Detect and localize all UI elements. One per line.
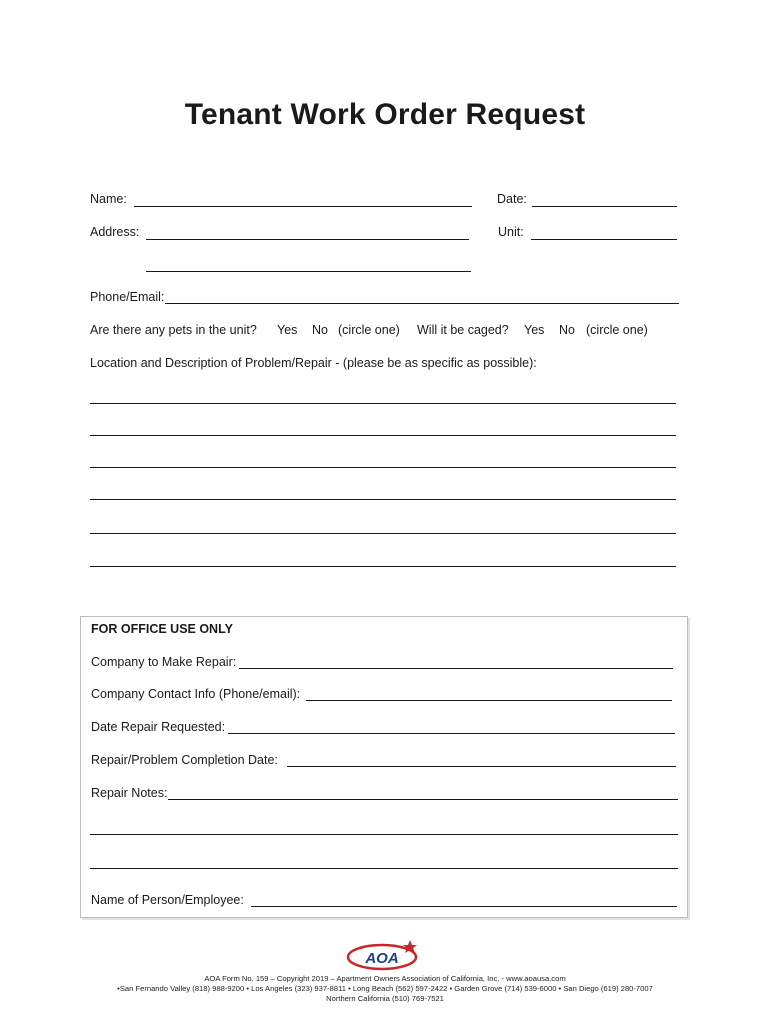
date-requested-field[interactable]: [228, 733, 675, 734]
page-title: Tenant Work Order Request: [184, 98, 586, 131]
completion-label: Repair/Problem Completion Date:: [91, 753, 278, 767]
company-field[interactable]: [239, 668, 673, 669]
name-field[interactable]: [134, 206, 472, 207]
name-label: Name:: [90, 192, 127, 206]
description-line[interactable]: [90, 435, 676, 436]
contact-field[interactable]: [306, 700, 672, 701]
description-label: Location and Description of Problem/Repair - (please be as specific as possible):: [90, 356, 537, 370]
pets-yes-option[interactable]: Yes: [277, 323, 298, 337]
aoa-logo: [344, 938, 426, 972]
date-field[interactable]: [532, 206, 677, 207]
date-label: Date:: [497, 192, 527, 206]
notes-label: Repair Notes:: [91, 786, 168, 800]
notes-line[interactable]: [90, 834, 678, 835]
description-line[interactable]: [90, 533, 676, 534]
phone-email-label: Phone/Email:: [90, 290, 165, 304]
footer-offices: •San Fernando Valley (818) 988-9200 • Los Angeles (323) 937-8811 • Long Beach (562) 597-2422 • Garden Grove (714) 539-6000 • San Diego (619) 280-7007: [117, 984, 653, 993]
pets-no-option[interactable]: No: [312, 323, 328, 337]
notes-field[interactable]: [168, 799, 678, 800]
contact-label: Company Contact Info (Phone/email):: [91, 687, 301, 701]
description-line[interactable]: [90, 566, 676, 567]
footer-copyright: AOA Form No. 159 – Copyright 2019 – Apartment Owners Association of California, Inc. - www.aoausa.com: [204, 974, 566, 983]
unit-field[interactable]: [531, 239, 677, 240]
phone-email-field[interactable]: [165, 303, 679, 304]
address-field[interactable]: [146, 239, 469, 240]
address-label: Address:: [90, 225, 140, 239]
pets-circle-note: (circle one): [338, 323, 400, 337]
description-line[interactable]: [90, 499, 676, 500]
date-requested-label: Date Repair Requested:: [91, 720, 226, 734]
address-field-line-2[interactable]: [146, 271, 471, 272]
footer-northern-california: Northern California (510) 769-7521: [326, 994, 444, 1003]
employee-field[interactable]: [251, 906, 677, 907]
caged-yes-option[interactable]: Yes: [524, 323, 545, 337]
office-use-heading: FOR OFFICE USE ONLY: [91, 622, 233, 636]
caged-no-option[interactable]: No: [559, 323, 575, 337]
employee-label: Name of Person/Employee:: [91, 893, 244, 907]
logo-text: AOA: [365, 950, 399, 967]
caged-circle-note: (circle one): [586, 323, 648, 337]
description-line[interactable]: [90, 467, 676, 468]
notes-line[interactable]: [90, 868, 678, 869]
caged-question: Will it be caged?: [417, 323, 509, 337]
company-label: Company to Make Repair:: [91, 655, 237, 669]
unit-label: Unit:: [498, 225, 524, 239]
description-line[interactable]: [90, 403, 676, 404]
pets-question: Are there any pets in the unit?: [90, 323, 257, 337]
completion-field[interactable]: [287, 766, 676, 767]
